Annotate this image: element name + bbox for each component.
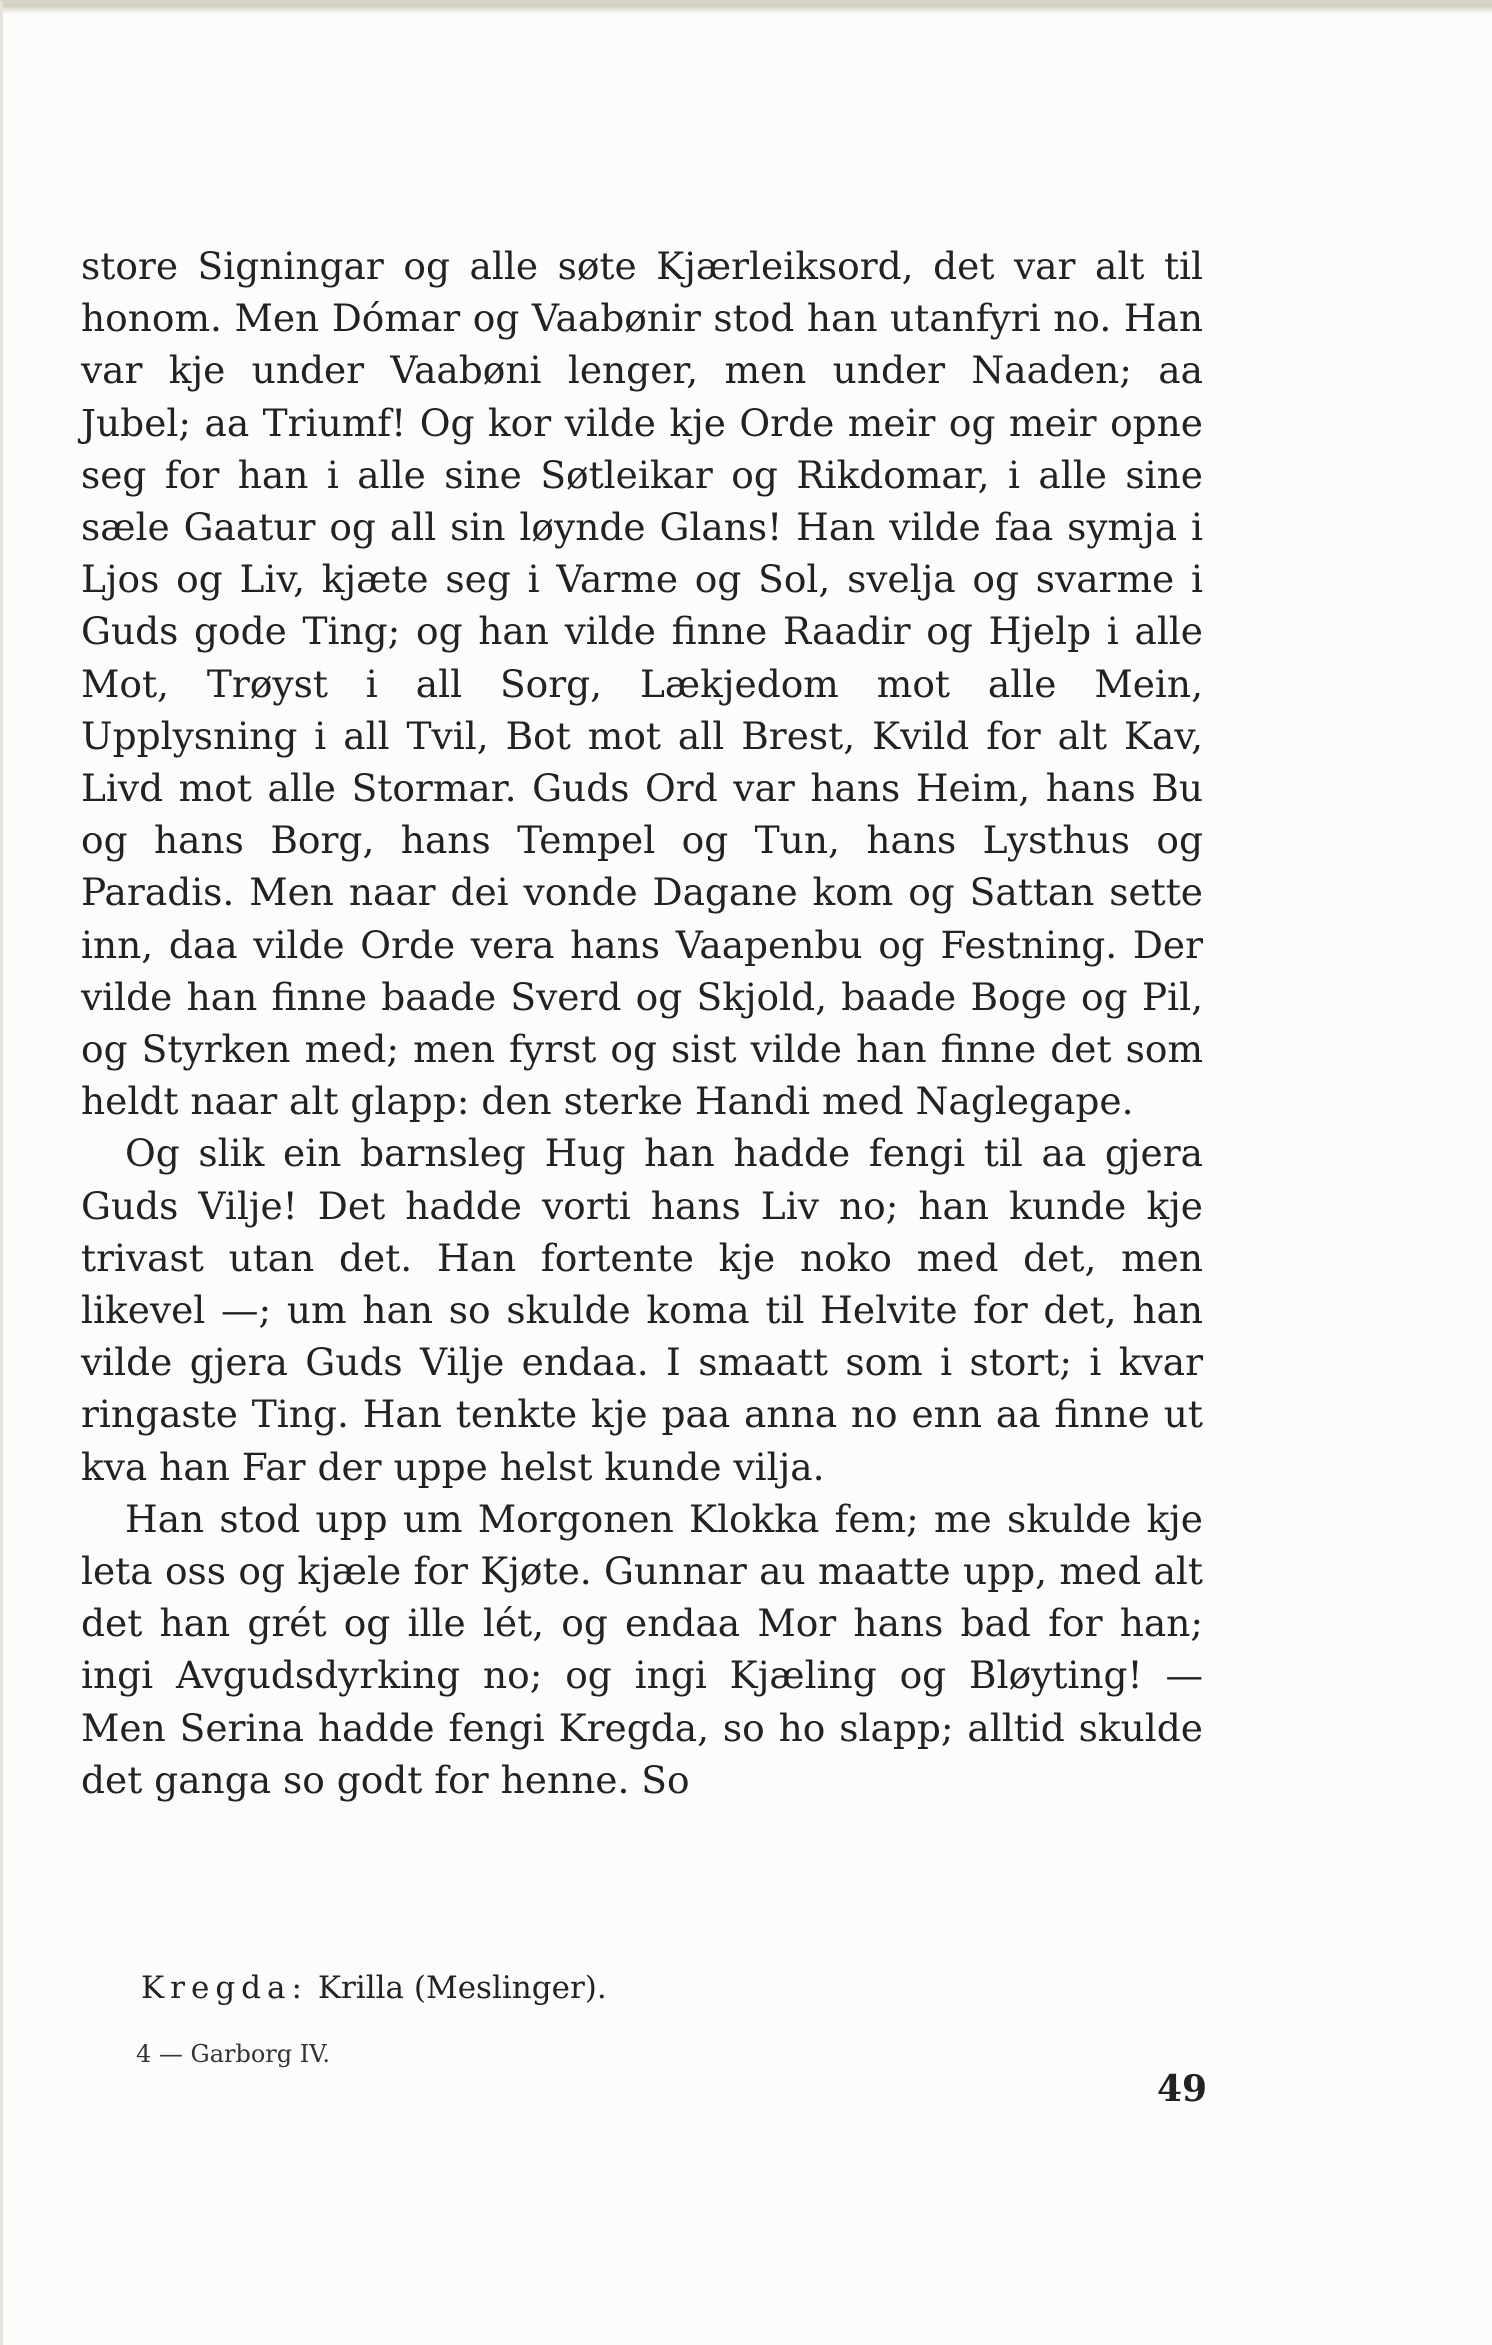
paragraph-continuation: store Signingar og alle søte Kjærleiksord, det var alt til honom. Men Dómar og Vaabønir stod han utanfyri no. Han var kje under Vaabøni lenger, men under Naaden; aa Jubel; aa Triumf! Og kor vilde kje Orde meir og meir opne seg for han i alle sine Søtleikar og Rikdomar, i alle sine sæle Gaatur og all sin løynde Glans! Han vilde faa symja i Ljos og Liv, kjæte seg i Varme og Sol, svelja og svarme i Guds gode Ting; og han vilde finne Raadir og Hjelp i alle Mot, Trøyst i all Sorg, Lækjedom mot alle Mein, Upplysning i all Tvil, Bot mot all Brest, Kvild for alt Kav, Livd mot alle Stormar. Guds Ord var hans Heim, hans Bu og hans Borg, hans Tempel og Tun, hans Lysthus og Paradis. Men naar dei vonde Dagane kom og Sattan sette inn, daa vilde Orde vera hans Vaapenbu og Festning. Der vilde han finne baade Sverd og Skjold, baade Boge og Pil, og Styrken med; men fyrst og sist vilde han finne det som heldt naar alt glapp: den sterke Handi med Naglegape. [81,244,1203,1124]
body-text [81,240,1203,1806]
footnote-definition: Krilla (Meslinger). [317,1970,607,2006]
page-number: 49 [1157,2068,1208,2110]
printer-signature: 4 — Garborg IV. [136,2040,331,2068]
footnote-term: Kregda: [141,1970,308,2006]
paragraph-guds-vilje: Og slik ein barnsleg Hug han hadde fengi til aa gjera Guds Vilje! Det hadde vorti hans Liv no; han kunde kje trivast utan det. Han fortente kje noko med det, men likevel —; um han so skulde koma til Helvite for det, han vilde gjera Guds Vilje endaa. I smaatt som i stort; i kvar ringaste Ting. Han tenkte kje paa anna no enn aa finne ut kva han Far der uppe helst kunde vilja. [81,1131,1203,1489]
paragraph-morgonen: Han stod upp um Morgonen Klokka fem; me skulde kje leta oss og kjæle for Kjøte. Gunnar au maatte upp, med alt det han grét og ille lét, og endaa Mor hans bad for han; ingi Avgudsdyrking no; og ingi Kjæling og Bløyting! — Men Serina hadde fengi Kregda, so ho slapp; alltid skulde det ganga so godt for henne. So [81,1496,1203,1802]
footnote [141,1970,607,2006]
page-top-edge [3,4,1492,14]
